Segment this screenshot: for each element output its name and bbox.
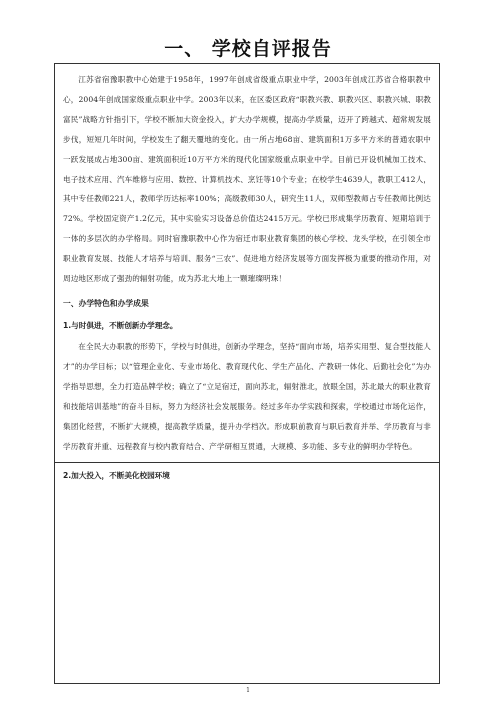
intro-paragraph: 江苏省宿豫职教中心始建于1958年，1997年创成省级重点职业中学，2003年创成江苏省合格职教中心，2004年创成国家级重点职业中学。2003年以来，在区委区政府“职教兴教、职教兴区、职教兴城、职教富民”战略方针指引下，学校不断加大资金投入，扩大办学规模，提高办学质量，迈开了跨越式、超常规发展步伐，短短几年时间，学校发生了翻天覆地的变化。由一所占地68亩、建筑面积1万多平方米的普通农职中一跃发展成占地300亩、建筑面积近10万平方米的现代化国家级重点职业中学。目前已开设机械加工技术、电子技术应用、汽车维修与应用、数控、计算机技术、烹饪等10个专业；在校学生4639人，教职工412人，其中专任教师221人，教师学历达标率100%；高级教师30人，研究生11人，双师型教师占专任教师比例达72%。学校固定资产1.2亿元，其中实验实习设备总价值达2415万元。学校已形成集学历教育、短期培训于一体的多层次的办学格局。同时宿豫职教中心作为宿迁市职业教育集团的核心学校、龙头学校，在引领全市职业教育发展、技能人才培养与培训、服务“三农”、促进地方经济发展等方面发挥极为重要的推动作用，对周边地区形成了强劲的辐射功能，成为苏北大地上一颗璀璨明珠！ <box>63 75 431 284</box>
section-heading: 一、办学特色和办学成果 <box>63 298 149 308</box>
report-frame <box>54 63 440 684</box>
page-title: 一、 学校自评报告 <box>164 38 332 60</box>
subsection-paragraph-1: 在全民大办职教的形势下，学校与时俱进，创新办学理念，坚持“面向市场，培养实用型、复合型技能人才”的办学目标；以“管理企业化、专业市场化、教育现代化、学生产品化、产教研一体化、后勤社会化”为办学指导思想，全力打造品牌学校；确立了“立足宿迁，面向苏北，辐射淮北，放眼全国，苏北最大的职业教育和技能培训基地”的奋斗目标，努力为经济社会发展服务。经过多年办学实践和探索，学校通过市场化运作，集团化经营，不断扩大规模，提高教学质量，提升办学档次。形成职前教育与职后教育并举、学历教育与非学历教育并重、远程教育与校内教育结合、产学研相互贯通，大规模、多功能、多专业的鲜明办学特色。 <box>63 341 431 451</box>
divider <box>55 462 439 463</box>
page-number: 1 <box>246 687 250 694</box>
subsection-heading-2: 2.加大投入，不断美化校园环境 <box>63 471 170 481</box>
subsection-heading-1: 1.与时俱进，不断创新办学理念。 <box>63 320 178 330</box>
